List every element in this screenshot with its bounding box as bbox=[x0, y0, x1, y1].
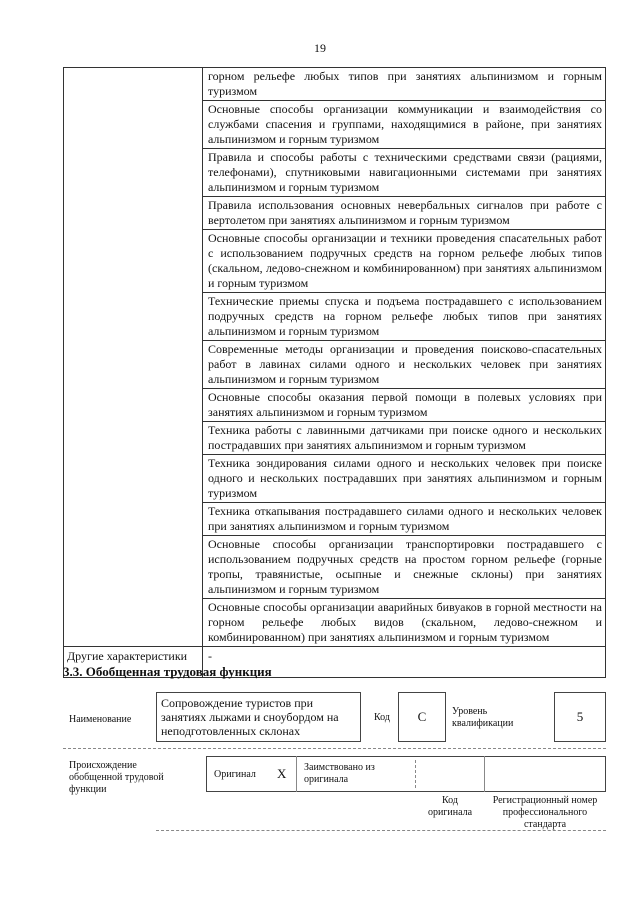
level-label: Уровень квалификации bbox=[452, 706, 514, 729]
origin-table bbox=[206, 756, 606, 792]
section-title: 3.3. Обобщенная трудовая функция bbox=[63, 664, 272, 679]
divider bbox=[415, 760, 416, 788]
knowledge-item: Техника зондирования силами одного и нескольких человек при поиске одного и нескольких пострадавших при занятиях альпинизмом и горным туризмом bbox=[203, 455, 605, 503]
function-name-box: Сопровождение туристов при занятиях лыжами и сноубордом на неподготовленных склонах bbox=[156, 692, 361, 742]
knowledge-list bbox=[203, 68, 605, 646]
knowledge-item: горном рельефе любых типов при занятиях альпинизмом и горным туризмом bbox=[203, 68, 605, 101]
knowledge-item: Основные способы организации и техники проведения спасательных работ с использованием подручных средств на горном рельефе любых типов (скальном, ледово-снежном и комбинированном) при занятиях альпинизмом и горным туризмом bbox=[203, 230, 605, 293]
knowledge-item: Основные способы оказания первой помощи в полевых условиях при занятиях альпинизмом и горным туризмом bbox=[203, 389, 605, 422]
level-value-box: 5 bbox=[554, 692, 606, 742]
page-number: 19 bbox=[314, 41, 326, 55]
knowledge-item: Основные способы организации коммуникации и взаимодействия со службами спасения и группами, находящимися в районе, при занятиях альпинизмом и горным туризмом bbox=[203, 101, 605, 149]
knowledge-item: Техника откапывания пострадавшего силами одного и нескольких человек при занятиях альпинизмом и горным туризмом bbox=[203, 503, 605, 536]
knowledge-item: Правила использования основных невербальных сигналов при работе с вертолетом при занятиях альпинизмом и горным туризмом bbox=[203, 197, 605, 230]
knowledge-label-cell bbox=[64, 68, 203, 647]
divider bbox=[156, 830, 606, 831]
origin-label: Происхождение обобщенной трудовой функции bbox=[69, 760, 164, 795]
divider bbox=[484, 756, 485, 792]
original-mark: X bbox=[277, 766, 287, 781]
knowledge-item: Технические приемы спуска и подъема пострадавшего с использованием подручных средств на горном рельефе любых типов при занятиях альпинизмом и горным туризмом bbox=[203, 293, 605, 341]
other-characteristics-label: Другие характеристики bbox=[67, 649, 188, 663]
name-label: Наименование bbox=[69, 714, 132, 725]
knowledge-item: Основные способы организации аварийных бивуаков в горной местности на горном рельефе любых видов (скальном, ледово-снежном и комбинированном) при занятиях альпинизмом и горным туризмом bbox=[208, 600, 602, 644]
borrowed-label: Заимствовано из оригинала bbox=[304, 762, 375, 785]
requirements-table bbox=[63, 67, 606, 678]
knowledge-item: Современные методы организации и проведения поисково-спасательных работ в лавинах силами одного и нескольких человек при занятиях альпинизмом и горным туризмом bbox=[203, 341, 605, 389]
reg-number-label: Регистрационный номер профессионального стандарта bbox=[492, 795, 598, 830]
origin-code-label: Код оригинала bbox=[427, 795, 473, 818]
divider bbox=[296, 756, 297, 792]
knowledge-cell bbox=[203, 68, 606, 647]
knowledge-item: Правила и способы работы с техническими средствами связи (рациями, телефонами), спутниковыми навигационными системами при занятиях альпинизмом и горным туризмом bbox=[203, 149, 605, 197]
divider bbox=[63, 748, 606, 749]
other-characteristics-value: - bbox=[208, 649, 212, 663]
knowledge-item: Техника работы с лавинными датчиками при поиске одного и нескольких пострадавших при занятиях альпинизмом и горным туризмом bbox=[203, 422, 605, 455]
code-label: Код bbox=[374, 712, 390, 723]
knowledge-item: Основные способы организации транспортировки пострадавшего с использованием подручных средств на простом горном рельефе (горные тропы, травянистые, осыпные и снежные склоны) при занятиях альпинизмом и горным туризмом bbox=[203, 536, 605, 599]
original-label: Оригинал bbox=[214, 769, 256, 780]
code-value-box: C bbox=[398, 692, 446, 742]
